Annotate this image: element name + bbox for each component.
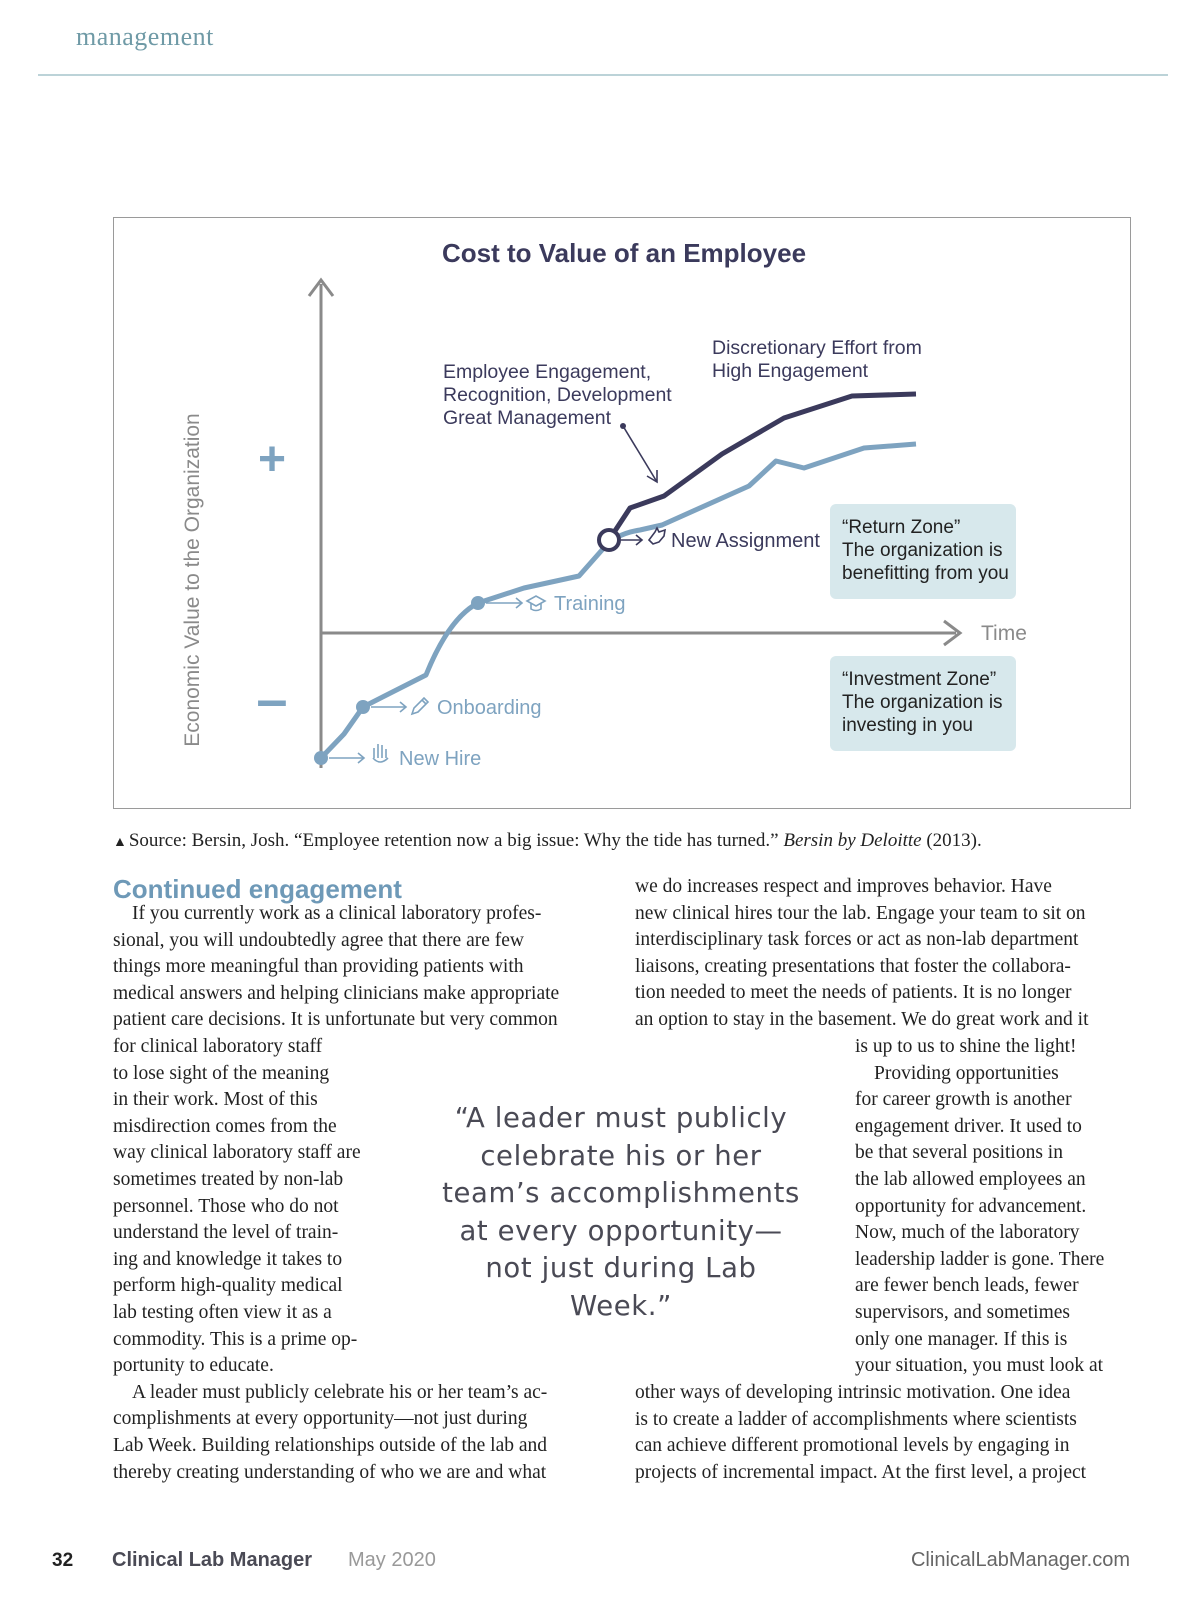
plus-symbol: +	[257, 433, 287, 486]
right-column-line: is up to us to shine the light!	[855, 1036, 1077, 1057]
y-axis-label: Economic Value to the Organization	[181, 413, 204, 747]
source-tail: (2013).	[921, 830, 982, 851]
right-column-line: opportunity for advancement.	[855, 1195, 1087, 1217]
left-column-line: portunity to educate.	[113, 1355, 274, 1377]
pull-quote: “A leader must publicly celebrate his or her team’s accomplishments at every opportunity—not just during Lab Week.”	[442, 1102, 800, 1322]
right-column-line: only one manager. If this is	[855, 1328, 1068, 1350]
arrow-new-hire	[329, 753, 364, 763]
header-rule	[38, 74, 1168, 76]
annotation-engagement-line-3: Great Management	[443, 407, 612, 429]
right-column-line: new clinical hires tour the lab. Engage your team to sit on	[635, 902, 1086, 924]
section-label: management	[76, 22, 214, 51]
right-column-line: your situation, you must look at	[855, 1355, 1104, 1377]
left-column-line: commodity. This is a prime op-	[113, 1328, 358, 1350]
return-zone-line-2: The organization is	[842, 540, 1003, 561]
right-column-line: an option to stay in the basement. We do great work and it	[635, 1009, 1089, 1030]
right-column-line: leadership ladder is gone. There	[855, 1248, 1105, 1270]
hand-wave-icon	[373, 744, 388, 762]
annotation-discretionary-line-1: Discretionary Effort from	[712, 337, 922, 359]
milestone-dot-new-assignment	[599, 530, 619, 550]
left-column-line: perform high-quality medical	[113, 1275, 343, 1297]
investment-zone-line-2: The organization is	[842, 692, 1003, 713]
right-column-line: projects of incremental impact. At the first level, a project	[635, 1461, 1087, 1483]
milestone-label-new-hire: New Hire	[399, 748, 482, 770]
milestone-label-onboarding: Onboarding	[437, 697, 542, 719]
right-column-line: supervisors, and sometimes	[855, 1302, 1071, 1323]
website-link[interactable]: ClinicalLabManager.com	[910, 1549, 1130, 1571]
x-axis-label: Time	[981, 622, 1027, 645]
pencil-icon	[412, 698, 428, 714]
left-column-line: way clinical laboratory staff are	[113, 1142, 361, 1164]
left-column-line: ing and knowledge it takes to	[113, 1248, 343, 1270]
right-column-line: other ways of developing intrinsic motivation. One idea	[635, 1382, 1071, 1403]
left-column-line: things more meaningful than providing patients with	[113, 956, 524, 978]
right-column-line: tion needed to meet the needs of patients. It is no longer	[635, 982, 1072, 1004]
chart-figure	[113, 217, 1131, 809]
left-column-line: medical answers and helping clinicians make appropriate	[113, 982, 560, 1004]
caret-up-icon: ▲	[113, 835, 127, 850]
left-column-line: sometimes treated by non-lab	[113, 1169, 344, 1190]
chart-svg	[114, 218, 1132, 810]
left-column-line: lab testing often view it as a	[113, 1302, 332, 1323]
left-column-line: for clinical laboratory staff	[113, 1036, 323, 1057]
left-column-line: patient care decisions. It is unfortunate but very common	[113, 1009, 558, 1031]
left-column-line: thereby creating understanding of who we are and what	[113, 1461, 547, 1483]
left-column-line: sional, you will undoubtedly agree that there are few	[113, 929, 524, 951]
right-column-line: Now, much of the laboratory	[855, 1222, 1080, 1244]
right-column-line: be that several positions in	[855, 1142, 1063, 1164]
arrow-onboarding	[371, 702, 406, 712]
chart-title: Cost to Value of an Employee	[441, 238, 807, 268]
graduation-cap-icon	[527, 596, 545, 611]
right-column-line: Providing opportunities	[874, 1062, 1059, 1084]
milestone-dot-new-hire	[314, 751, 328, 765]
left-column-line: misdirection comes from the	[113, 1115, 337, 1137]
left-column-line: to lose sight of the meaning	[113, 1062, 330, 1084]
milestone-dot-onboarding	[356, 700, 370, 714]
investment-zone-line-3: investing in you	[842, 715, 973, 736]
return-zone-title: “Return Zone”	[842, 517, 961, 538]
annotation-engagement-line-1: Employee Engagement,	[443, 361, 652, 383]
page-number: 32	[52, 1550, 74, 1571]
left-column-line: personnel. Those who do not	[113, 1195, 339, 1217]
minus-symbol: –	[256, 667, 288, 730]
right-column-line: are fewer bench leads, fewer	[855, 1275, 1079, 1297]
annotation-engagement-line-2: Recognition, Development	[443, 384, 672, 406]
annotation-pointer-arrow	[623, 426, 657, 482]
annotation-discretionary-line-2: High Engagement	[712, 360, 869, 382]
figure-source	[113, 830, 982, 852]
right-column-line: for career growth is another	[855, 1089, 1072, 1111]
right-column-line: can achieve different promotional levels by engaging in	[635, 1435, 1070, 1457]
investment-zone-title: “Investment Zone”	[842, 669, 997, 690]
left-column-line: A leader must publicly celebrate his or her team’s ac-	[132, 1381, 548, 1403]
return-zone-line-3: benefitting from you	[842, 563, 1009, 584]
milestone-label-new-assignment: New Assignment	[671, 530, 820, 552]
left-column-line: If you currently work as a clinical laboratory profes-	[132, 903, 542, 924]
left-column-line: complishments at every opportunity—not just during	[113, 1408, 528, 1430]
milestone-dot-training	[471, 596, 485, 610]
right-column-line: we do increases respect and improves behavior. Have	[635, 876, 1052, 897]
right-column-line: the lab allowed employees an	[855, 1169, 1086, 1190]
left-column-line: Lab Week. Building relationships outside of the lab and	[113, 1435, 548, 1456]
issue-date: May 2020	[348, 1549, 436, 1571]
milestone-arrows	[329, 535, 642, 763]
left-column-line: in their work. Most of this	[113, 1089, 318, 1111]
hand-pointing-icon	[649, 528, 665, 544]
section-heading: Continued engagement	[113, 874, 402, 904]
right-column-line: interdisciplinary task forces or act as non-lab department	[635, 929, 1079, 951]
right-column-line: engagement driver. It used to	[855, 1115, 1082, 1137]
right-column-line: liaisons, creating presentations that foster the collabora-	[635, 955, 1071, 977]
left-column-line: understand the level of train-	[113, 1222, 339, 1244]
milestone-label-training: Training	[554, 593, 626, 615]
source-text: Source: Bersin, Josh. “Employee retention now a big issue: Why the tide has turned.”	[128, 830, 784, 851]
right-column-line: is to create a ladder of accomplishments where scientists	[635, 1408, 1077, 1430]
magazine-name: Clinical Lab Manager	[112, 1549, 313, 1571]
source-publication: Bersin by Deloitte	[783, 830, 922, 851]
